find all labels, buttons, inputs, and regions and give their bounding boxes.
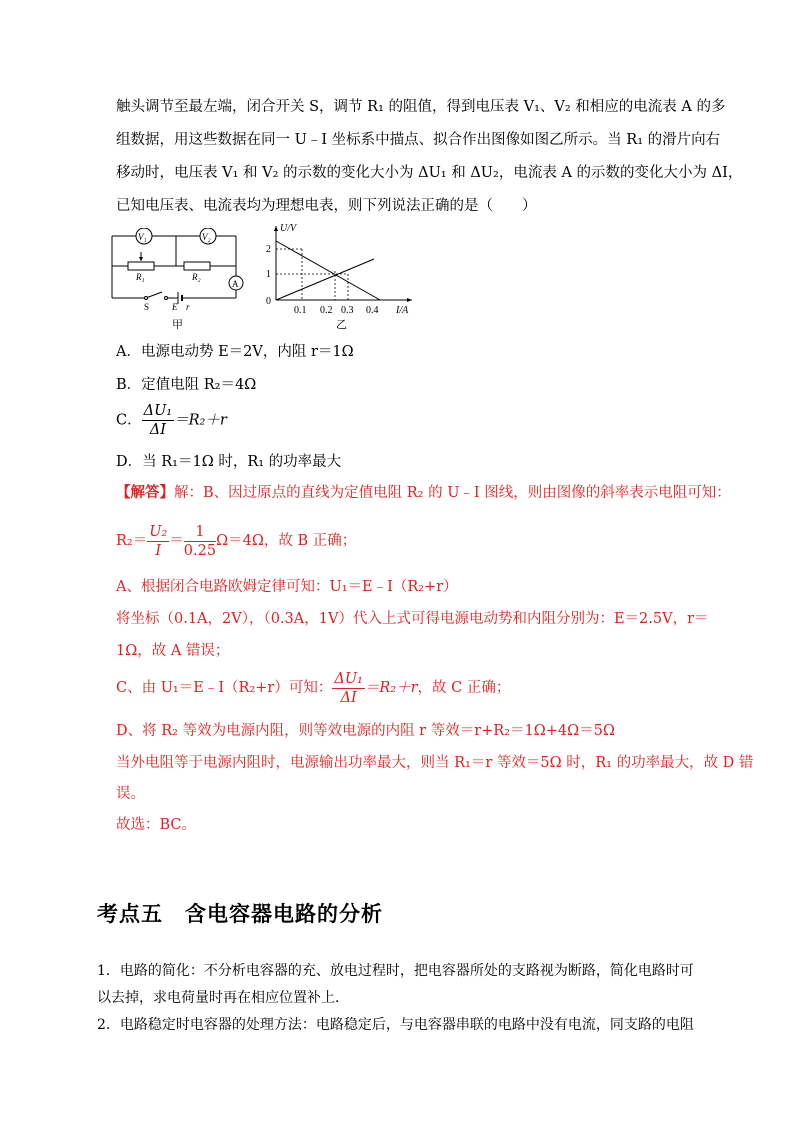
answer-intro	[116, 483, 731, 503]
resistor-r2-label: R₂	[192, 272, 201, 282]
section-item-2: 2．电路稳定时电容器的处理方法：电路稳定后，与电容器串联的电路中没有电流，同支路的电阻	[97, 1017, 694, 1033]
source-e-label: E	[172, 302, 178, 312]
y-tick-2: 2	[266, 244, 271, 255]
y-tick-1: 1	[266, 269, 271, 280]
r2-suffix: Ω＝4Ω，故 B 正确；	[216, 533, 357, 549]
answer-r2-equation	[116, 518, 356, 564]
r2-numerator-2: 1	[184, 523, 216, 542]
answer-c-rhs: ＝R₂＋r	[364, 680, 418, 696]
r2-numerator-1: U₂	[149, 523, 168, 540]
section-title: 考点五 含电容器电路的分析	[97, 902, 383, 926]
figure-right-caption: 乙	[336, 319, 347, 331]
answer-a-line: A、根据闭合电路欧姆定律可知：U₁＝E﹣I（R₂+r）	[116, 579, 458, 595]
answer-intro-text: 解：B、因过原点的直线为定值电阻 R₂ 的 U﹣I 图线，则由图像的斜率表示电阻可知：	[174, 485, 731, 501]
resistor-r1-label: R₁	[136, 272, 145, 282]
voltmeter-v1-label: V₁	[138, 232, 147, 242]
option-c-fraction	[142, 402, 175, 439]
option-c-denominator: ΔI	[149, 422, 166, 438]
option-a: A．电源电动势 E＝2V，内阻 r＝1Ω	[116, 344, 354, 360]
answer-d-line: D、将 R₂ 等效为电源内阻，则等效电源的内阻 r 等效＝r+R₂＝1Ω+4Ω＝5Ω	[116, 723, 615, 739]
switch-label: S	[144, 302, 150, 312]
voltmeter-v2-label: V₂	[202, 232, 211, 242]
option-c-numerator: ΔU₁	[143, 403, 173, 419]
section-item-1b: 以去掉，求电荷量时再在相应位置补上．	[97, 990, 349, 1006]
answer-c-prefix: C、由 U₁＝E﹣I（R₂+r）可知：	[116, 680, 333, 696]
option-c-rhs: ＝R₂＋r	[174, 412, 227, 429]
answer-c-numerator: ΔU₁	[334, 670, 363, 687]
ammeter-label: A	[232, 279, 239, 289]
question-line-2: 组数据，用这些数据在同一 U﹣I 坐标系中描点、拟合作出图像如图乙所示。当 R₁ 的滑片向右	[116, 132, 721, 148]
origin-label: 0	[266, 296, 271, 307]
section-item-1a: 1．电路的简化：不分析电容器的充、放电过程时，把电容器所处的支路视为断路，简化电路时可	[97, 963, 694, 979]
r2-prefix: R₂＝	[116, 533, 148, 549]
x-tick-0-4: 0.4	[366, 305, 379, 316]
y-axis-label: U/V	[280, 223, 297, 234]
figure-left-caption: 甲	[172, 319, 183, 331]
answer-d-line-3: 误。	[116, 786, 145, 802]
r2-denominator-2: 0.25	[183, 542, 217, 559]
answer-c-fraction	[332, 670, 365, 707]
option-b: B．定值电阻 R₂＝4Ω	[116, 377, 257, 393]
question-line-3: 移动时，电压表 V₁ 和 V₂ 的示数的变化大小为 ΔU₁ 和 ΔU₂，电流表 A 的示数的变化大小为 ΔI，	[116, 165, 743, 181]
r2-fraction-1	[147, 523, 169, 560]
answer-final: 故选：BC。	[116, 817, 197, 833]
answer-c-line	[116, 668, 510, 708]
answer-a-line-2: 将坐标（0.1A，2V），（0.3A，1V）代入上式可得电源电动势和内阻分别为：E＝2.5V，r＝	[116, 611, 709, 627]
x-axis-label: I/A	[396, 305, 409, 316]
question-line-1: 触头调节至最左端，闭合开关 S，调节 R₁ 的阻值，得到电压表 V₁、V₂ 和相应的电流表 A 的多	[116, 99, 726, 115]
x-tick-0-1: 0.1	[294, 305, 307, 316]
x-tick-0-3: 0.3	[341, 305, 354, 316]
option-c-prefix: C．	[116, 412, 142, 429]
option-c	[116, 402, 227, 439]
answer-c-suffix: ，故 C 正确；	[417, 680, 511, 696]
answer-c-denominator: ΔI	[340, 689, 357, 706]
answer-a-line-3: 1Ω，故 A 错误；	[116, 643, 230, 659]
option-d: D．当 R₁＝1Ω 时，R₁ 的功率最大	[116, 454, 342, 470]
answer-d-line-2: 当外电阻等于电源内阻时，电源输出功率最大，则当 R₁＝r 等效＝5Ω 时，R₁ 的功率最大，故 D 错	[116, 755, 754, 771]
answer-tag: 【解答】	[116, 484, 174, 501]
r2-equals: ＝	[169, 533, 184, 549]
ui-graph	[262, 216, 422, 336]
r2-fraction-2	[184, 523, 216, 560]
x-tick-0-2: 0.2	[320, 305, 333, 316]
question-line-4: 已知电压表、电流表均为理想电表，则下列说法正确的是（ ）	[116, 198, 537, 214]
circuit-diagram	[110, 228, 250, 333]
source-r-label: r	[186, 302, 190, 312]
r2-denominator-1: I	[155, 542, 162, 559]
